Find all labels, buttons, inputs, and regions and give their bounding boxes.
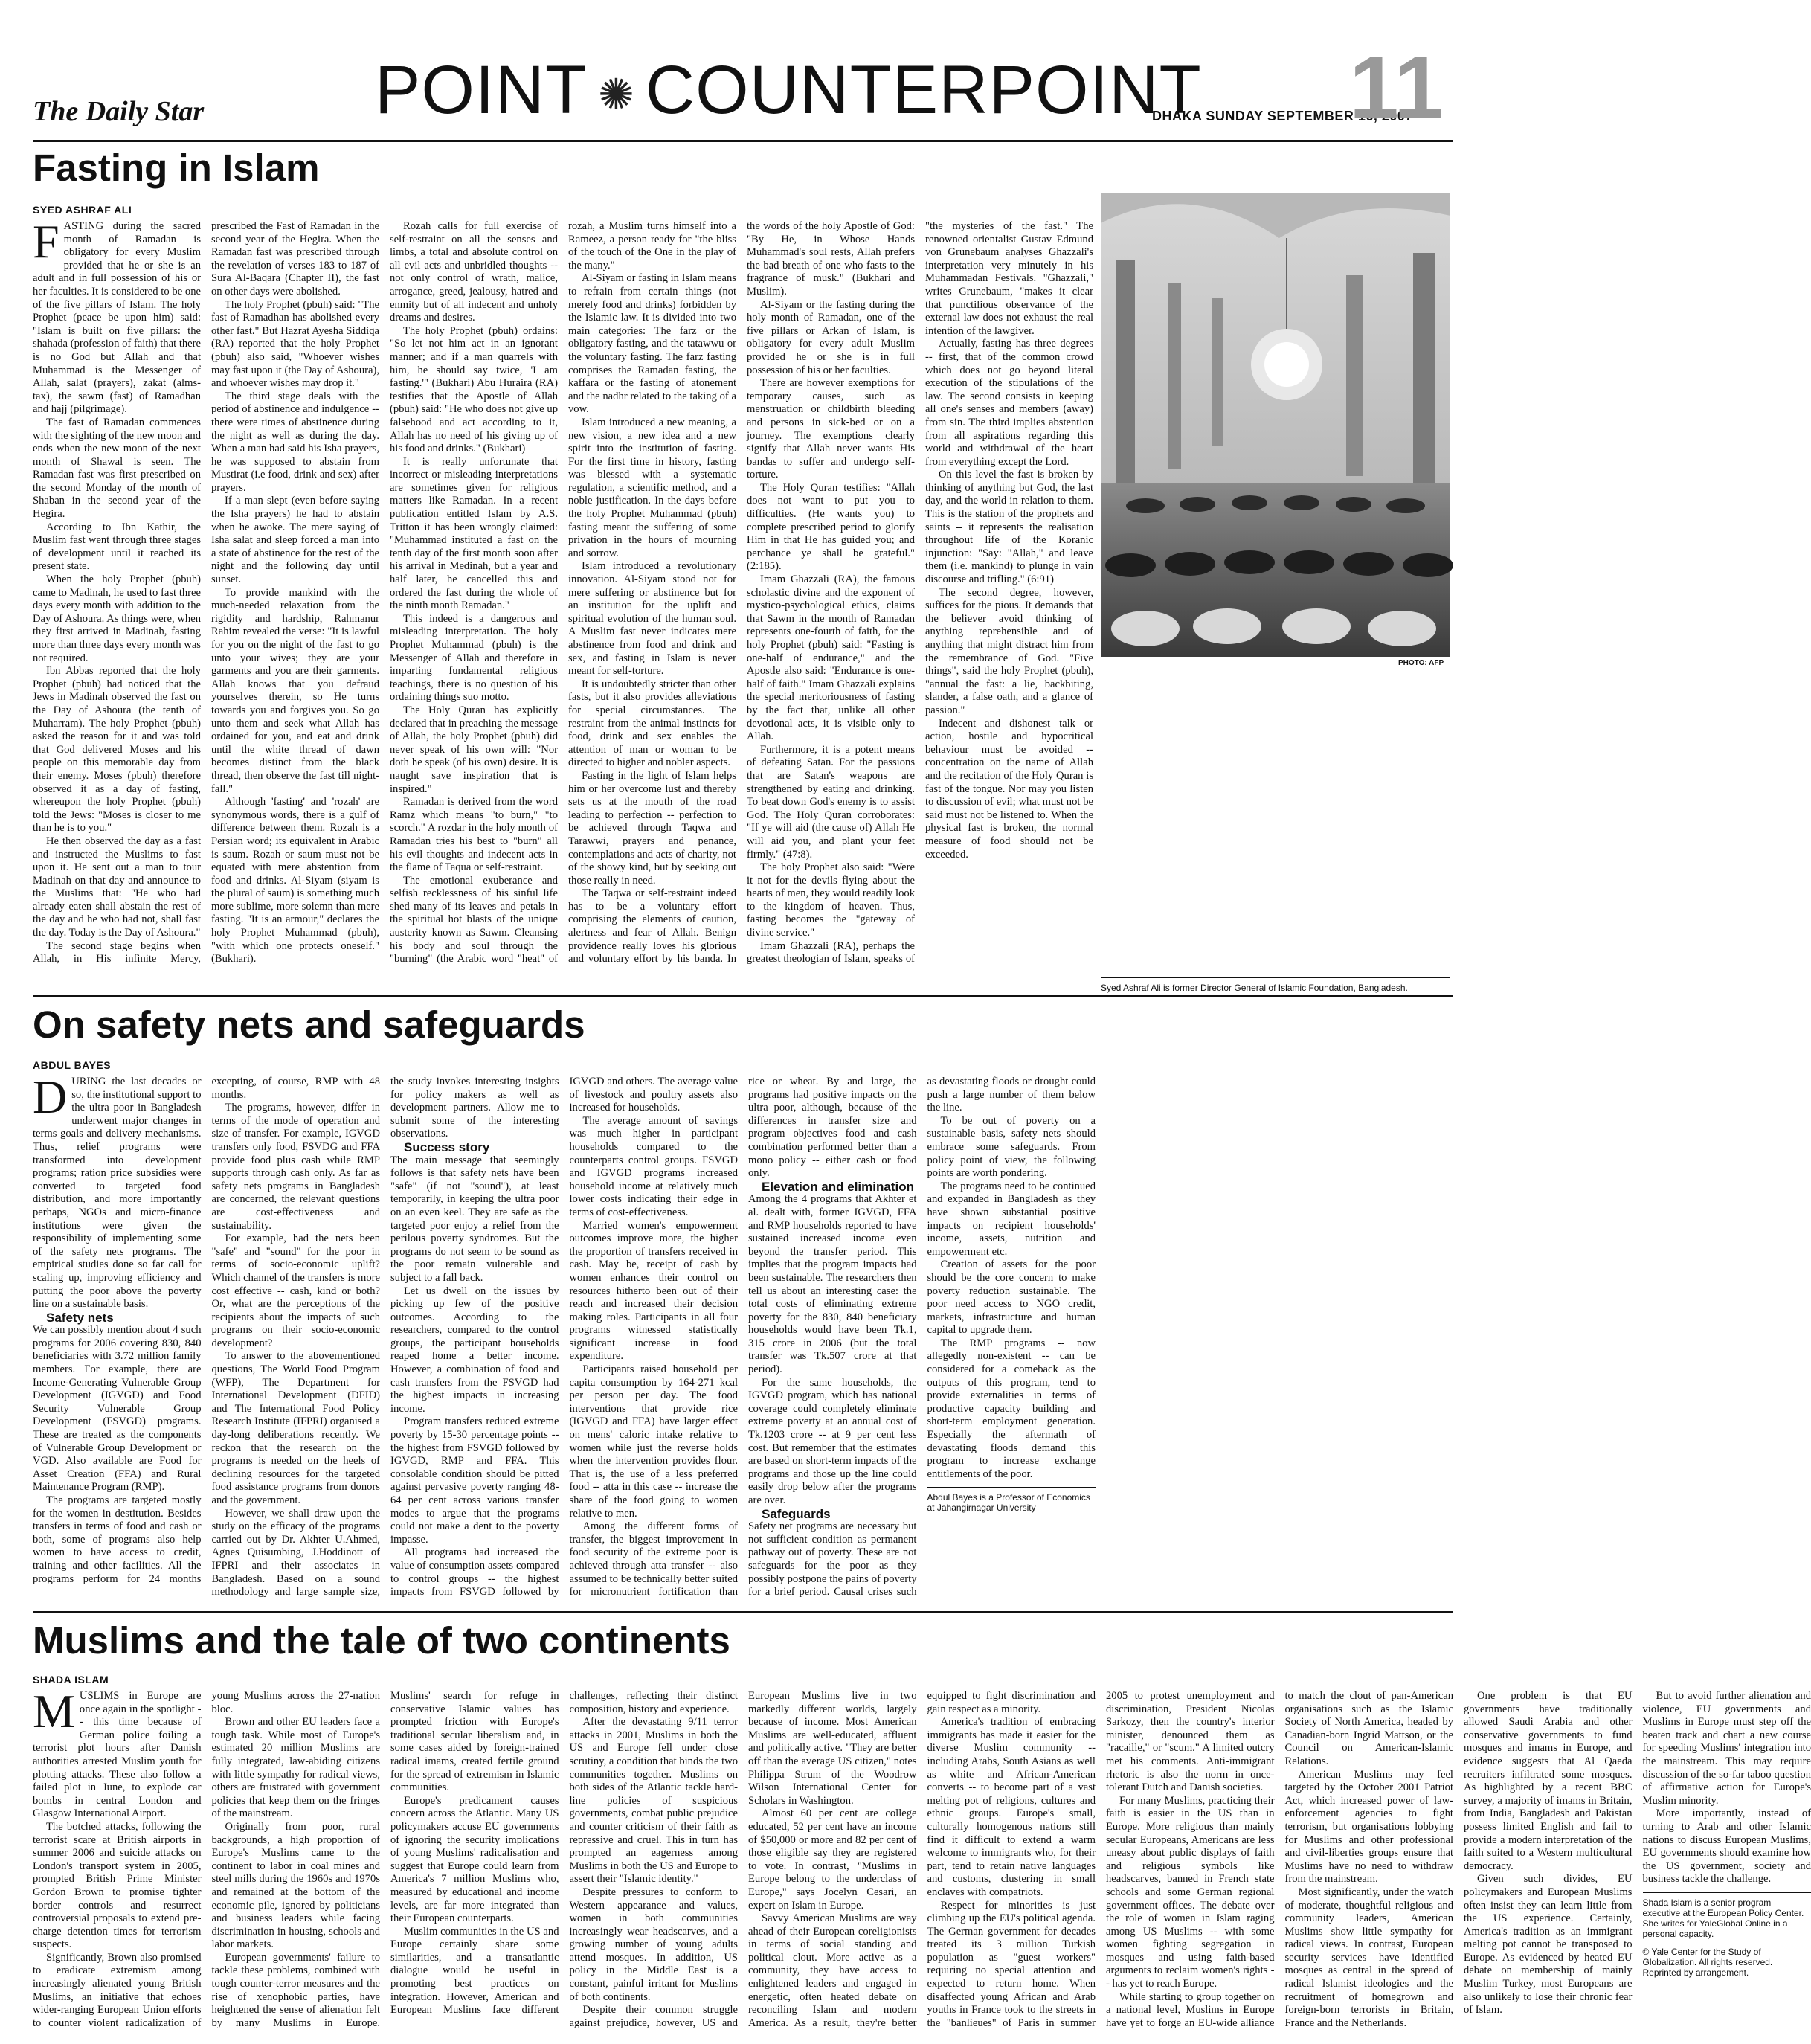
article-columns (33, 1685, 1811, 2034)
paragraph: Despite pressures to conform to Western appearance and values, women in both communities increasingly wear headscarves, and a growing number of young adults attend mosques. In addition, US policy in the Middle East is a constant, painful irritant for Muslims of both continents. (569, 1886, 738, 2003)
author-note: Shada Islam is a senior program executive at the European Policy Center. She writes for YaleGlobal Online in a personal capacity. (1643, 1892, 1811, 1939)
paragraph: There are however exemptions for temporary causes, such as menstruation or childbirth bleeding and persons in sick-bed or on a journey. The exemptions clearly signify that Allah never wants His bandas to suffer and undergo self-torture. (747, 377, 915, 481)
paragraph: Fasting in the light of Islam helps him or her overcome lust and thereby sets us at the mouth of the road leading to perfection -- perfection to be achieved through Taqwa and Tarawwi, prayers and penance, contemplations and acts of charity, not of the showy kind, but by seeking out those really in need. (568, 769, 736, 887)
masthead-rule (33, 140, 1453, 142)
paragraph: Ramadan is derived from the word Ramz which means "to burn," "to scorch." A rozdar in the holy month of Ramadan tries his best to "burn" all his evil thoughts and indecent acts in the flame of Taqua or self-restraint. (390, 796, 558, 874)
paragraph: The holy Prophet (pbuh) said: "The fast of Ramadhan has abolished every other fast." But Hazrat Ayesha Siddiqa (RA) reported that the holy Prophet (pbuh) also said, "Whoever wishes may fast upon it (the Day of Ashoura), and whoever wishes may drop it." (211, 298, 379, 390)
paragraph: The programs, however, differ in terms of the mode of operation and size of transfer. For example, IGVGD transfers only food, FSVDG and FFA provide food plus cash while RMP supports through cash only. As far as safety nets programs in Bangladesh are concerned, the relevant questions are cost-effectiveness and sustainability. (211, 1102, 380, 1232)
paragraph: Married women's empowerment outcomes improve more, the higher the proportion of transfers received in cash. May be, receipt of cash by women enhances their control on resources hitherto been out of their reach and increased their decision making roles. Participants in all four programs witnessed statistically significant increase in food expenditure. (569, 1219, 738, 1363)
paragraph: The third stage deals with the period of abstinence and indulgence -- there were times of abstinence during the night as well as during the day. When a man had said his Isha prayers, he was supposed to abstain from Mustirat (i.e food, drink and sex) after prayers. (211, 390, 379, 494)
paragraph: Participants raised household per capita consumption by 164-271 kcal per person per day. The food interventions that provide rice (IGVGD and FFA) have larger effect on mens' caloric intake relative to women while just the reverse holds when the intervention provides flour. That is, the use of a less preferred food -- atta in this case -- increase the share of the food going to women relative to men. (569, 1363, 738, 1520)
paragraph: All programs had increased the value of consumption assets compared to control groups -- the highest impacts from FSVGD followed by IGVGD and others. The average value of livestock and poultry assets also increased for households. (390, 1076, 738, 1598)
paragraph: It is really unfortunate that incorrect or misleading interpretations are sometimes given for religious matters like Ramadan. In a recent publication entitled Islam by A.S. Tritton it has been wrongly claimed: "Muhammad instituted a fast on the tenth day of the first month soon after his arrival in Medinah, but a year and half later, he cancelled this and ordered the fast during the whole of the ninth month Ramadan." (390, 455, 558, 612)
section-title-right: COUNTERPOINT (645, 52, 1202, 128)
paragraph: Al-Siyam or fasting in Islam means to refrain from certain things (not merely food and drinks) forbidden by the Islamic law. It is divided into two main categories: The farz or the obligatory fasting, and the tatawwu or the voluntary fasting. The farz fasting comprises the Ramadan fasting, the kaffara or the fasting of atonement and the nadhr related to the taking of a vow. (568, 272, 736, 416)
article-byline: SHADA ISLAM (33, 1674, 109, 1685)
paragraph: But to avoid further alienation and violence, EU governments and Muslims in Europe must step off the beaten track and chart a new course for speeding Muslims' integration into the mainstream. This may require discussion of the so-far taboo question of affirmative action for Europe's Muslim minority. (1642, 1690, 1811, 1807)
subhead: Safety nets (46, 1310, 114, 1325)
paragraph: Savvy American Muslims are way ahead of their European coreligionists in terms of social standing and political clout. More active as a community, they have access to enlightened leaders and engaged in energetic, often heated debate on reconciling Islam and modern America. As a result, they're better equipped to fight discrimination and gain respect as a minority. (748, 1690, 1096, 2029)
dateline: DHAKA SUNDAY SEPTEMBER 16, 2007 (1152, 109, 1413, 123)
article-body-fasting (33, 215, 1093, 988)
paragraph: According to Ibn Kathir, the Muslim fast went through three stages of development until it reached its present state. (33, 521, 201, 573)
paragraph: Islam introduced a new meaning, a new vision, a new idea and a new spirit into the institution of fasting. For the first time in history, fasting was blessed with a systematic regulation, a scientific method, and a noble justification. In the days before the holy Prophet Muhammad (pbuh) fasting meant the suffering of some privation in the hours of mourning and sorrow. (568, 416, 736, 559)
section-title (375, 49, 1202, 136)
paragraph: Among the different forms of transfer, the biggest improvement in food security of the extreme poor is achieved through atta transfer -- also assumed to be technically better suited for micronutrient fortification than rice or wheat. By and large, the programs had positive impacts on the ultra poor, although, because of the differences in transfer size and program objectives food and cash combination performed better than a mono policy -- either cash or food only. (569, 1076, 917, 1598)
star-ornament-icon: ✺ (598, 70, 635, 119)
paragraph: Despite their common struggle against prejudice, however, US and European Muslims live in two markedly different worlds, largely because of income. Most American Muslims are well-educated, affluent and politically active. "They are better off than the average US citizen," notes Philippa Strum of the Woodrow Wilson International Center for Scholars in Washington. (569, 1690, 917, 2029)
paragraph: American Muslims may feel targeted by the October 2001 Patriot Act, which increased power of law-enforcement agencies to fight terrorism, but organisations lobbying for Muslims and other professional and civil-liberties groups ensure that Muslims have no need to withdraw from the mainstream. (1284, 1768, 1453, 1886)
paragraph: Significantly, Brown also promised to eradicate extremism among increasingly alienated young British Muslims, an initiative that echoes wider-ranging European Union efforts to counter violent radicalization of young Muslims across the 27-nation bloc. (33, 1690, 380, 2029)
paragraph: The average amount of savings was much higher in participant households compared to the counterparts control groups. FSVGD and IGVGD programs increased household income at relatively much lower costs indicating their edge in terms of cost-effectiveness. (569, 1114, 738, 1218)
paragraph: Muslim communities in the US and Europe certainly share some similarities, and a transatlantic dialogue would be useful in promoting best practices on integration. However, American and European Muslims face different challenges, reflecting their distinct composition, history and experience. (390, 1690, 738, 2016)
paragraph: The fast of Ramadan commences with the sighting of the new moon and ends when the new moon of the next month of Shawal is seen. The Ramadan fast was first prescribed on the second Monday of the month of Shaban in the second year of the Hegira. (33, 416, 201, 521)
paragraph: Let us dwell on the issues by picking up few of the positive outcomes. According to the researchers, compared to the control groups, the participant households reaped home a better income. However, a combination of food and cash transfers from the FSVGD had the highest impacts in increasing income. (390, 1285, 559, 1415)
masthead (33, 38, 1453, 138)
paragraph: Furthermore, it is a potent means of defeating Satan. For the passions that are Satan's weapons are strengthened by eating and drinking. To beat down God's enemy is to assist God. The Holy Quran corroborates: "If ye will aid (the cause of) Allah He will aid you, and plant your feet firmly." (47:8). (747, 743, 915, 861)
copyright-note: © Yale Center for the Study of Globalization. All rights reserved. Reprinted by arrangement. (1642, 1946, 1773, 1978)
dropcap: D (33, 1070, 68, 1123)
paragraph: The main message that seemingly follows is that safety nets have been "safe" (if not "sound"), at least temporarily, in keeping the ultra poor on an even keel. They are safe as the targeted poor enjoy a relief from the perilous poverty syndromes. But the programs do not seem to be sound as the poor remain vulnerable and subject to a fall back. (390, 1154, 559, 1284)
paragraph: Respect for minorities is just climbing up the EU's political agenda. The German government for decades treated its 3 million Turkish population as "guest workers" requiring no special attention and expected to return home. When disaffected young African and Arab youths in France took to the streets in the "banlieues" of Paris in summer 2005 to protest unemployment and discrimination, President Nicolas Sarkozy, then the country's interior minister, denounced them as "racaille," or "scum." A limited outcry met his comments. Anti-immigrant rhetoric is also the norm in once-tolerant Dutch and Danish societies. (927, 1690, 1275, 2029)
newspaper-logo: The Daily Star (33, 96, 205, 127)
paragraph: It is undoubtedly stricter than other fasts, but it also provides alleviations for special circumstances. The restraint from the animal instincts for food, drink and sex enables the attention of man or woman to be directed to higher and nobler aspects. (568, 678, 736, 769)
article-divider (33, 1611, 1453, 1613)
paragraph: Ibn Abbas reported that the holy Prophet (pbuh) had noticed that the Jews in Madinah observed the fast on the Day of Ashoura (the tenth of Muharram). The holy Prophet (pbuh) asked the reason for it and was told that God delivered Moses and his people on this memorable day from their enemy. Moses (pbuh) therefore observed it as a day of fasting, whereupon the holy Prophet (pbuh) told the Jews: "Moses is closer to me than he is to you." (33, 665, 201, 835)
paragraph: After the devastating 9/11 terror attacks in 2001, Muslims in both the US and Europe fell under close scrutiny, a condition that binds the two communities together. Muslims on both sides of the Atlantic tackle hard-line policies of suspicious governments, combat public prejudice and counter criticism of their faith as repressive and cruel. This in turn has prompted an eagerness among Muslims in both the US and Europe to assert their "Islamic identity." (569, 1716, 738, 1886)
article-byline: SYED ASHRAF ALI (33, 204, 132, 216)
paragraph: For example, had the nets been "safe" and "sound" for the poor in terms of socio-economic uplift? Which channel of the transfers is more cost effective -- cash, kind or both? Or, what are the perceptions of the recipients about the impacts of such programs on their socio-economic development? (211, 1232, 380, 1349)
paragraph: Al-Siyam or the fasting during the holy month of Ramadan, one of the five pillars or Arkan of Islam, is obligatory for every adult Muslim provided he or she is in full possession of his or her faculties. (747, 298, 915, 376)
paragraph: Indecent and dishonest talk or action, hostile and hypocritical behaviour must be avoided -- concentration on the name of Allah and the recitation of the Holy Quran is fast of the tongue. Nor may you listen to discussion of evil; what must not be said must not be listened to. When the physical fast is broken, the normal measure of food should not be exceeded. (925, 717, 1093, 861)
paragraph: USLIMS in Europe are once again in the spotlight -- this time because of German police foiling a terrorist plot hours after Danish authorities arrested Muslim youth for plotting attacks. These also follow a failed plot in June, to explode car bombs in central London and Glasgow International Airport. (33, 1690, 202, 1820)
author-note: Abdul Bayes is a Professor of Economics at Jahangirnagar University (927, 1487, 1096, 1513)
paragraph: To be out of poverty on a sustainable basis, safety nets should embrace some safeguards. From policy point of view, the following points are worth pondering. (927, 1114, 1096, 1180)
paragraph: When the holy Prophet (pbuh) came to Madinah, he used to fast three days every month with addition to the Day of Ashoura. As things were, when they first arrived in Madinah, fasting more than three days every month was not required. (33, 573, 201, 664)
photo-credit: PHOTO: AFP (1398, 659, 1444, 667)
paragraph: He then observed the day as a fast and instructed the Muslims to fast upon it. He sent out a man to tour Madinah on that day and announce to the Muslims that: "He who had already eaten shall abstain the rest of the day and he who had not, shall fast the day. Today is the Day of Ashoura." (33, 835, 201, 939)
paragraph: URING the last decades or so, the institutional support to the ultra poor in Bangladesh underwent major changes in terms goals and delivery mechanisms. Thus, relief programs were transformed into development programs; ration price subsidies were converted to targeted food distribution, and more importantly perhaps, NGOs and micro-finance institutions were given the responsibility of implementing some of the safety nets programs. The empirical studies done so far call for scaling up, improving efficiency and putting the poor above the poverty line on a sustainable basis. (33, 1076, 202, 1311)
paragraph: Brown and other EU leaders face a tough task. While most of Europe's estimated 20 million Muslims are fully integrated, law-abiding citizens with little sympathy for radical views, others are frustrated with government policies that keep them on the fringes of the mainstream. (211, 1716, 380, 1820)
subhead: Elevation and elimination (762, 1179, 914, 1194)
dropcap: F (33, 215, 59, 268)
paragraph: Although 'fasting' and 'rozah' are synonymous words, there is a gulf of difference between them. Rozah is a Persian word; its equivalent in Arabic is saum. Rozah or saum must not be equated with mere abstention from food and drinks. Al-Siyam (siyam is the plural of saum) is something much more sublime, more solemn than mere fasting. "It is an armour," declares the holy Prophet Muhammad (pbuh), "with which one protects oneself." (Bukhari). (211, 796, 379, 965)
paragraph: The programs are targeted mostly for the women in destitution. Besides transfers in terms of food and cash or both, some of programs also help women to have access to credit, training and other facilities. All the programs perform for 24 months excepting, of course, RMP with 48 months. (33, 1076, 380, 1585)
author-note: Syed Ashraf Ali is former Director General of Islamic Foundation, Bangladesh. (1101, 977, 1450, 993)
paragraph: If a man slept (even before saying the Isha prayers) he had to abstain when he awoke. The mere saying of Isha salat and sleep forced a man into a state of abstinence for the rest of the night and the following day until sunset. (211, 495, 379, 586)
paragraph: The holy Prophet (pbuh) ordains: "So let not him act in an ignorant manner; and if a man quarrels with him, he should say twice, 'I am fasting.'" (Bukhari) Abu Huraira (RA) testifies that the Apostle of Allah (pbuh) said: "He who does not give up falsehood and act according to it, Allah has no need of his giving up of his food and drinks." (Bukhari) (390, 324, 558, 455)
photo-illustration (1101, 193, 1450, 657)
paragraph: One problem is that EU governments have traditionally allowed Saudi Arabia and other conservative governments to fund mosques and imams in Europe, and evidence suggests that Al Qaeda recruiters infiltrated some mosques. As highlighted by a recent BBC survey, a majority of imams in Britain, from India, Bangladesh and Pakistan possess limited English and fail to provide a modern interpretation of the faith suited to a Western multicultural democracy. (1464, 1690, 1633, 1872)
paragraph: The programs need to be continued and expanded in Bangladesh as they have shown substantial positive impacts on recipient households' income, assets, nutrition and empowerment etc. (927, 1180, 1096, 1258)
paragraph: The second stage begins when Allah, in His infinite Mercy, prescribed the Fast of Ramadan in the second year of the Hegira. When the Ramadan fast was prescribed through the revelation of verses 183 to 187 of Sura Al-Baqara (Chapter II), the fast on other days were abolished. (33, 220, 379, 965)
paragraph: Creation of assets for the poor should be the core concern to make poverty reduction sustainable. The poor need access to NGO credit, markets, infrastructure and human capital to upgrade them. (927, 1259, 1096, 1337)
paragraph: Most significantly, under the watch of moderate, thoughtful religious and community leaders, American Muslims show little sympathy for radical views. In contrast, European security services have identified mosques as central in the spread of radical Islamist ideologies and the recruitment of homegrown and foreign-born terrorists in Britain, France and the Netherlands. (1284, 1886, 1453, 2029)
paragraph: The Holy Quran testifies: "Allah does not want to put you to difficulties. (He wants you) to complete prescribed period to glorify Him in that He has guided you; and perchance ye shall be grateful." (2:185). (747, 481, 915, 573)
paragraph: The emotional exuberance and selfish recklessness of his sinful life shed many of its leaves and petals in the spiritual hot blasts of the unique austerity known as Sawm. Cleansing his body and soul through the "burning" (the Arabic word "heat" of rozah, a Muslim turns himself into a Rameez, a person ready for "the bliss of the touch of the One in the play of the many." (390, 220, 736, 965)
mosque-prayer-photo (1101, 193, 1450, 657)
paragraph: America's tradition of embracing immigrants has made it easier for the diverse Muslim community -- including Arabs, South Asians as well as white and African-American converts -- to become part of a vast melting pot of religions, cultures and ethnic groups. Europe's small, culturally homogenous nations still find it difficult to extend a warm welcome to immigrants who, for their part, tend to retain native languages and customs, clustering in small enclaves with compatriots. (927, 1716, 1096, 1898)
paragraph: The Taqwa or self-restraint indeed has to be a voluntary effort comprising the elements of caution, alertness and fear of Allah. Benign providence really loves his glorious and voluntary effort by his banda. In the words of the holy Apostle of God: "By He, in Whose Hands Muhammad's soul rests, Allah prefers the bad breath of one who fasts to the fragrance of musk." (Bukhari and Muslim). (568, 220, 915, 965)
paragraph: Among the 4 programs that Akhter et al. dealt with, former IGVGD, FFA and RMP households reported to have sustained increased income even beyond the transfer period. This implies that the program impacts had been sustainable. The researchers then tell us about an interesting case: the total costs of eliminating extreme poverty for the 830, 840 beneficiary households would have been Tk.1, 315 crore in 2006 (but the total transfer was Tk.507 crore at that period). (748, 1193, 917, 1376)
paragraph: Safety net programs are necessary but not sufficient condition as permanent pathway out of poverty. These are not safeguards for the poor as they possibly postpone the pains of poverty for a brief period. Causal crises such as devastating floods or drought could push a large number of them below the line. (748, 1076, 1096, 1598)
dropcap: M (33, 1685, 75, 1738)
subhead: Safeguards (762, 1506, 831, 1521)
paragraph: The RMP programs -- now allegedly non-existent -- can be considered for a comeback as the outputs of this program, tend to provide externalities in terms of productive capacity building and short-term employment generation. Especially the aftermath of devastating floods demand this program to increase exchange entitlements of the poor. (927, 1337, 1096, 1480)
paragraph: We can possibly mention about 4 such programs for 2006 covering 830, 840 beneficiaries with 3.72 million family members. For example, there are Income-Generating Vulnerable Group Development (IGVGD) and Food Security Vulnerable Group Development (FSVGD) programs. These are treated as the components of Vulnerable Group Development or VGD. Also available are Food for Asset Creation (FFA) and Rural Maintenance Program (RMP). (33, 1324, 202, 1494)
paragraph: While starting to group together on a national level, Muslims in Europe have yet to forge an EU-wide alliance to match the clout of pan-American organisations such as the Islamic Society of North America, headed by Canadian-born Ingrid Mattson, or the Council on American-Islamic Relations. (1106, 1690, 1453, 2029)
article-headline: Muslims and the tale of two continents (33, 1619, 730, 1662)
paragraph: More importantly, instead of turning to Arab and other Islamic nations to discuss European Muslims, EU governments should examine how the US government, society and business tackle the challenge. (1642, 1807, 1811, 1886)
article-columns (33, 1070, 1453, 1605)
paragraph: Almost 60 per cent are college educated, 52 per cent have an income of $50,000 or more and 82 per cent of those eligible say they are registered to vote. In contrast, "Muslims in Europe belong to the underclass of Europe," says Jocelyn Cesari, an expert on Islam in Europe. (748, 1807, 917, 1912)
paragraph: For many Muslims, practicing their faith is easier in the US than in Europe. More religious than mainly secular Europeans, Americans are less uneasy about public displays of faith and religious symbols like headscarves, banned in French state schools and some German regional government offices. The debate over the role of women in Islam raging among US Muslims -- with some women fighting segregation in mosques and using faith-based arguments to reclaim women's rights -- has yet to reach Europe. (1106, 1794, 1275, 1990)
paragraph: Rozah calls for full exercise of self-restraint on all the senses and limbs, a total and absolute control on all evil acts and unbridled thoughts -- not only control of wrath, malice, arrogance, greed, jealousy, hatred and enmity but of all indecent and unholy dreams and desires. (390, 220, 558, 324)
paragraph: European governments' failure to tackle these problems, combined with tough counter-terror measures and the rise of xenophobic parties, have heightened the sense of alienation felt by many Muslims in Europe. Muslims' search for refuge in conservative Islamic values has prompted friction with Europe's traditional secular liberalism and, in some cases aided by foreign-trained radical imams, created fertile ground for the spread of extremism in Islamic communities. (211, 1690, 559, 2029)
paragraph: ASTING during the sacred month of Ramadan is obligatory for every Muslim provided that he or she is an adult and in full possession of his or her faculties. It is considered to be one of the five pillars of Islam. The holy Prophet (peace be upon him) said: "Islam is built on five pillars: the shahada (profession of faith) that there is no God but Allah and that Muhammad is the Messenger of Allah, salat (prayers), zakat (alms-tax), the sawm (fast) of Ramadhan and hajj (pilgrimage). (33, 220, 201, 416)
article-headline: Fasting in Islam (33, 147, 320, 189)
subhead: Success story (404, 1140, 490, 1154)
paragraph: Imam Ghazzali (RA), the famous scholastic divine and the exponent of mystico-psychological ethics, claims that Sawm in the month of Ramadan represents one-fourth of faith, for the holy Prophet (pbuh) said: "Fasting is one-half of endurance," and the Apostle also said: "Endurance is one-half of faith." Imam Ghazzali explains the special meritoriousness of fasting by the fact that, unlike all other devotional acts, it is visible only to Allah. (747, 573, 915, 743)
paragraph: The Holy Quran has explicitly declared that in preaching the message of Allah, the holy Prophet (pbuh) did never speak of his own will: "Nor doth he speak (of his own) desire. It is naught save inspiration that is inspired." (390, 704, 558, 795)
paragraph: Islam introduced a revolutionary innovation. Al-Siyam stood not for mere suffering or abstinence but for an institution for the uplift and spiritual evolution of the human soul. A Muslim fast never indicates mere abstinence from food and drink and sex, and fasting in Islam is never meant for self-torture. (568, 560, 736, 678)
paragraph: Originally from poor, rural backgrounds, a high proportion of Europe's Muslims came to the continent to labor in coal mines and steel mills during the 1960s and 1970s and remained at the bottom of the economic pile, ignored by politicians and business leaders while facing discrimination in housing, schools and labor markets. (211, 1820, 380, 1951)
article-columns (33, 215, 1093, 988)
paragraph: To provide mankind with the much-needed relaxation from the rigidity and hardship, Rahmanur Rahim revealed the verse: "It is lawful for you on the night of the fast to go unto your wives; they are your garments and you are their garments. Allah knows that you defraud yourselves therein, so He turns towards you and forgives you. So go unto them and seek what Allah has ordained for you, and eat and drink until the white thread of dawn becomes distinct from the black thread, then observe the fast till night-fall." (211, 586, 379, 795)
paragraph: Actually, fasting has three degrees -- first, that of the common crowd which does not go beyond literal execution of the stipulations of the law. The second consists in keeping all one's senses and members (away) from sin. The third implies abstention from all aspirations regarding this world and withdrawal of the heart from everything except the Lord. (925, 338, 1093, 468)
article-byline: ABDUL BAYES (33, 1059, 112, 1071)
paragraph: However, we shall draw upon the study on the efficacy of the programs carried out by Dr. Akhter U.Ahmed, Agnes Quisumbing, J.Hoddinott of IFPRI and their associates in Bangladesh. Based on a sound methodology and large sample size, the study invokes interesting insights for policy makers as well as development partners. Allow me to submit some of the interesting observations. (211, 1076, 559, 1598)
paragraph: Europe's predicament causes concern across the Atlantic. Many US policymakers accuse EU governments of ignoring the security implications of young Muslims' radicalisation and suggest that Europe could learn from America's 7 million Muslims who, measured by educational and income levels, are far more integrated than their European counterparts. (390, 1794, 559, 1925)
article-headline: On safety nets and safeguards (33, 1003, 585, 1046)
paragraph: The holy Prophet also said: "Were it not for the devils flying about the hearts of men, they would readily look to the kingdom of heaven. Thus, fasting becomes the "gateway of divine service." (747, 861, 915, 939)
article-divider (33, 995, 1453, 997)
paragraph: The botched attacks, following the terrorist scare at British airports in summer 2006 and suicide attacks on London's transport system in 2005, prompted British Prime Minister Gordon Brown to promise tighter border controls and resurrect controversial proposals to extend pre-charge detention times for terrorism suspects. (33, 1820, 202, 1951)
paragraph: To answer to the abovementioned questions, The World Food Program (WFP), The Department for International Development (DFID) and The International Food Policy Research Institute (IFPRI) organised a day-long deliberations recently. We reckon that the research on the programs is needed on the heels of declining resources for the targeted food assistance programs from donors and the government. (211, 1350, 380, 1506)
article-body-safety-nets (33, 1070, 1453, 1605)
paragraph: Program transfers reduced extreme poverty by 15-30 percentage points -- the highest from FSVGD followed by IGVGD, RMP and FFA. This consolable condition should be pitted against pervasive poverty ranging 48-64 per cent across various transfer modes to argue that the programs could not make a dent to the poverty impasse. (390, 1415, 559, 1546)
paragraph: Given such divides, EU policymakers and European Muslims often insist they can learn little from the US experience. Certainly, America's tradition as an immigrant melting pot cannot be transposed to Europe. As evidenced by heated EU debate on membership of mainly Muslim Turkey, most Europeans are also unlikely to lose their chronic fear of Islam. (1464, 1873, 1633, 2016)
section-title-left: POINT (375, 52, 588, 128)
paragraph: The second degree, however, suffices for the pious. It demands that the believer avoid thinking of anything reprehensible and of anything that might distract him from the remembrance of God. "Five things", said the holy Prophet (pbuh), "annual the fast: a lie, backbiting, slander, a false oath, and a glance of passion." (925, 586, 1093, 716)
paragraph: Imam Ghazzali (RA), perhaps the greatest theologian of Islam, speaks of "the mysteries of the fast." The renowned orientalist Gustav Edmund von Grunebaum analyses Ghazzali's interpretation very minutely in his Muhammadan Festivals. "Ghazzali," writes Grunebaum, "makes it clear that punctilious observance of the external law does not exhaust the real intention of the lawgiver. (747, 220, 1093, 965)
paragraph: This indeed is a dangerous and misleading interpretation. The holy Prophet Muhammad (pbuh) is the Messenger of Allah and therefore in imparting fundamental religious teachings, there is no question of his ordaining things suo motto. (390, 612, 558, 704)
paragraph: On this level the fast is broken by thinking of anything but God, the last day, and the world in relation to them. This is the station of the prophets and saints -- it represents the realisation throughout life of the Koranic injunction: "Say: "Allah," and leave them (i.e. mankind) to plunge in vain discourse and trifling." (6:91) (925, 469, 1093, 586)
page-number: 11 (1349, 38, 1444, 138)
paragraph: For the same households, the IGVGD program, which has national coverage could completely eliminate extreme poverty at an annual cost of Tk.1203 crore -- at 9 per cent less cost. But remember that the estimates are based on short-term impacts of the programs and those up the line could easily drop below after the programs are over. (748, 1376, 917, 1506)
article-body-two-continents (33, 1685, 1811, 2034)
